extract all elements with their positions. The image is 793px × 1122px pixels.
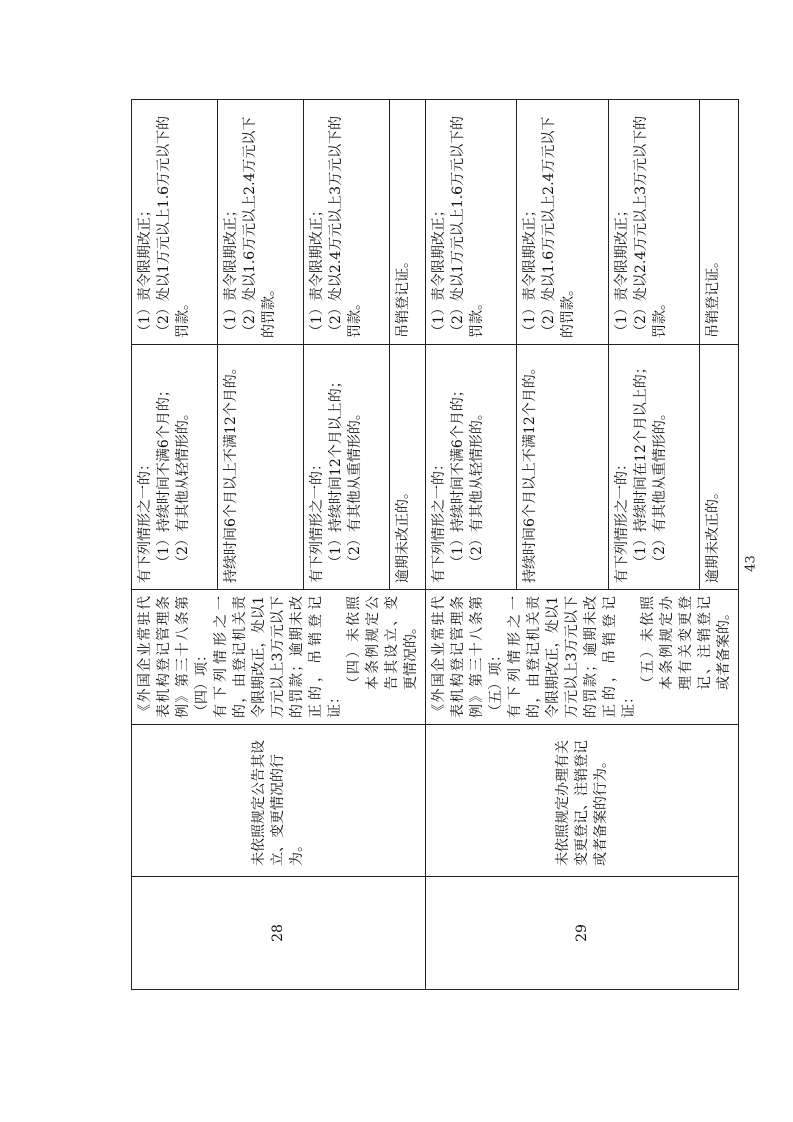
condition-line: （1）持续时间12个月以上的； [327, 374, 344, 569]
page-number: 43 [743, 555, 759, 572]
condition-cell [303, 345, 389, 590]
condition-line: （2）有其他从轻情形的。 [175, 406, 191, 569]
legal-basis-28 [132, 590, 426, 725]
condition-cell [426, 345, 517, 590]
penalty-line: 吊销登记证。 [394, 254, 411, 338]
condition-line: （1）持续时间不满6个月的； [156, 383, 172, 569]
penalty-cell [217, 100, 303, 345]
condition-cell [517, 345, 608, 590]
condition-line: 有下列情形之一的： [308, 457, 325, 583]
penalty-cell [426, 100, 517, 345]
basis-line: 有下列情形之一的，由登记机关责令限期改正，处以1万元以上3万元以下的罚款；逾期未改正的，吊销登记证： [213, 596, 343, 718]
condition-line: 持续时间6个月以上不满12个月的。 [222, 360, 239, 583]
penalty-line: （2）处以2.4万元以上3万元以下的罚款。 [632, 115, 668, 338]
condition-cell [389, 345, 425, 590]
table-row [426, 100, 517, 990]
penalty-line: （2）处以1万元以上1.6万元以下的罚款。 [450, 115, 485, 338]
basis-line: 《外国企业常驻代表机构登记管理条例》第三十八条第（四）项： [137, 596, 210, 718]
penalty-cell [608, 100, 699, 345]
penalty-cell [132, 100, 218, 345]
penalty-line: （1）责令限期改正； [613, 203, 630, 338]
penalty-line: （2）处以1.6万元以上2.4万元以下的罚款。 [541, 116, 577, 338]
penalty-line: （1）责令限期改正； [222, 203, 239, 338]
condition-line: 有下列情形之一的： [137, 457, 153, 583]
penalty-line: 吊销登记证。 [705, 254, 722, 338]
penalty-table [131, 99, 739, 990]
penalty-cell [517, 100, 608, 345]
condition-cell [608, 345, 699, 590]
table-row [132, 100, 218, 990]
condition-line: （2）有其他从轻情形的。 [469, 406, 485, 569]
legal-basis-29 [426, 590, 739, 725]
rotated-penalty-table [131, 100, 732, 990]
condition-cell [217, 345, 303, 590]
condition-line: 逾期未改正的。 [394, 485, 411, 583]
condition-line: 有下列情形之一的： [431, 457, 447, 583]
condition-line: （2）有其他从重情形的。 [346, 406, 363, 569]
penalty-line: （1）责令限期改正； [522, 203, 539, 338]
penalty-line: （2）处以1.6万元以上2.4万元以下的罚款。 [241, 116, 277, 338]
condition-line: 逾期未改正的。 [705, 485, 722, 583]
condition-cell [132, 345, 218, 590]
condition-cell [700, 345, 739, 590]
violation-act-29: 未依照规定办理有关变更登记、注销登记或者备案的行为。 [426, 725, 739, 877]
basis-line: （五）未依照本条例规定办理有关变更登记、注销登记或者备案的。 [640, 596, 732, 690]
condition-line: （1）持续时间不满6个月的； [450, 383, 466, 569]
penalty-line: （1）责令限期改正； [137, 203, 153, 338]
penalty-line: （2）处以1万元以上1.6万元以下的罚款。 [156, 115, 191, 338]
row-number-29: 29 [426, 877, 739, 990]
violation-act-28: 未依照规定公告其设立、变更情况的行为。 [132, 725, 426, 877]
condition-line: （2）有其他从重情形的。 [651, 406, 668, 569]
row-number-28: 28 [132, 877, 426, 990]
basis-line: 《外国企业常驻代表机构登记管理条例》第三十八条第（五）项： [431, 596, 504, 718]
condition-line: （1）持续时间在12个月以上的； [632, 360, 649, 569]
condition-line: 持续时间6个月以上不满12个月的。 [522, 360, 539, 583]
basis-line: 有下列情形之一的，由登记机关责令限期改正，处以1万元以上3万元以下的罚款；逾期未改正的，吊销登记证： [507, 596, 637, 718]
penalty-line: （1）责令限期改正； [431, 203, 447, 338]
penalty-cell [303, 100, 389, 345]
penalty-line: （1）责令限期改正； [308, 203, 325, 338]
condition-line: 有下列情形之一的： [613, 457, 630, 583]
basis-line: （四）未依照本条例规定公告其设立、变更情况的。 [346, 596, 419, 690]
penalty-cell [389, 100, 425, 345]
penalty-cell [700, 100, 739, 345]
penalty-line: （2）处以2.4万元以上3万元以下的罚款。 [327, 115, 363, 338]
